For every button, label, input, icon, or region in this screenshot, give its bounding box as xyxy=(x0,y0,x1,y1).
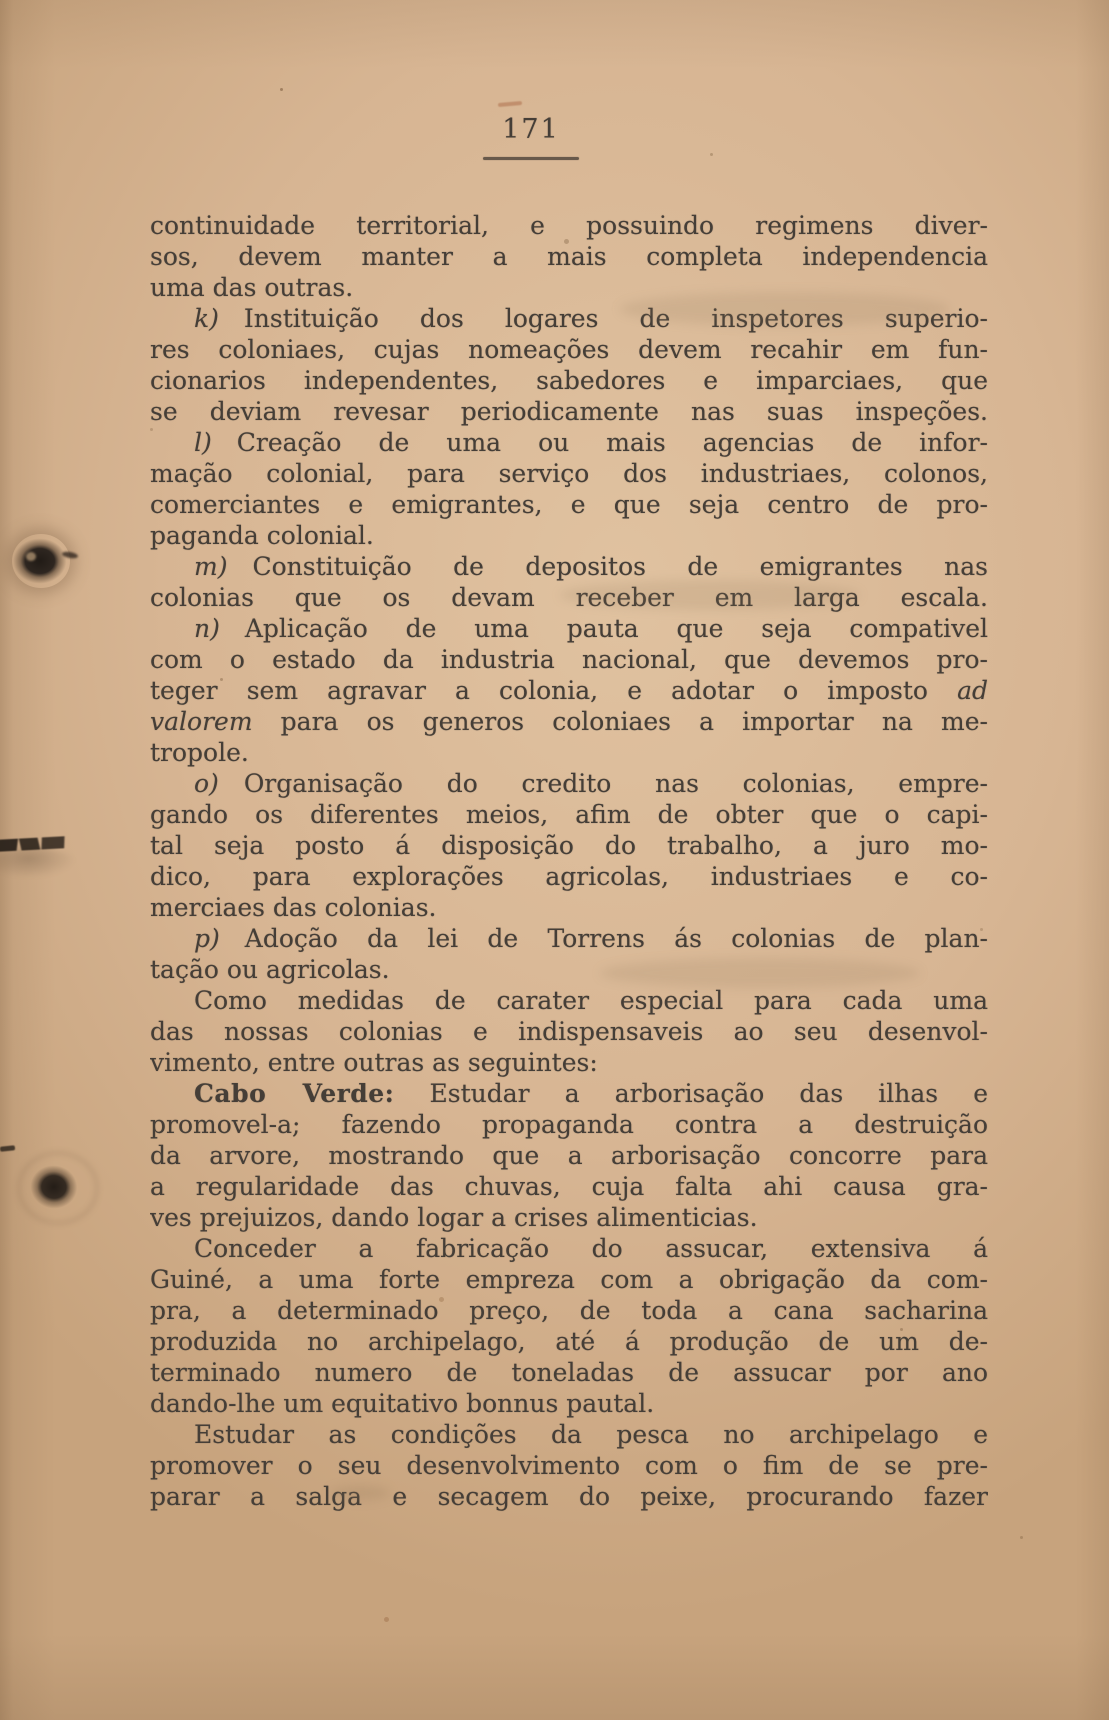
text-line xyxy=(150,1078,988,1109)
text-segment: a regularidade das chuvas, cuja falta ahi causa gra- xyxy=(150,1172,988,1201)
text-segment: comerciantes e emigrantes, e que seja centro de pro- xyxy=(150,490,988,519)
text-line xyxy=(150,1109,988,1140)
text-line xyxy=(150,1450,988,1481)
italic-text: k) xyxy=(194,304,219,333)
text-segment: paganda colonial. xyxy=(150,521,374,550)
text-segment: para os generos coloniaes a importar na me- xyxy=(252,707,988,736)
text-line xyxy=(150,1357,988,1388)
text-segment: promover o seu desenvolvimento com o fim de se pre- xyxy=(150,1451,988,1480)
text-segment: merciaes das colonias. xyxy=(150,893,437,922)
text-line xyxy=(150,1419,988,1450)
text-segment: uma das outras. xyxy=(150,273,354,302)
text-segment: ves prejuizos, dando logar a crises alimenticias. xyxy=(150,1203,758,1232)
text-line xyxy=(150,675,988,706)
ink-blot xyxy=(12,534,70,588)
paper-speckles xyxy=(280,88,283,91)
page-number: 171 xyxy=(502,114,560,145)
text-segment: res coloniaes, cujas nomeações devem recahir em fun- xyxy=(150,335,988,364)
text-line xyxy=(150,1202,988,1233)
text-line xyxy=(150,799,988,830)
text-segment: continuidade territorial, e possuindo regimens diver- xyxy=(150,211,988,240)
text-segment: Estudar as condições da pesca no archipelago e xyxy=(194,1420,988,1449)
bold-heading-text: Cabo Verde: xyxy=(194,1079,395,1108)
text-segment: Conceder a fabricação do assucar, extensiva á xyxy=(194,1234,988,1263)
italic-text: o) xyxy=(194,769,219,798)
red-ink-dash xyxy=(498,101,522,107)
text-segment: gando os diferentes meios, afim de obter que o capi- xyxy=(150,800,988,829)
text-segment: pra, a determinado preço, de toda a cana sacharina xyxy=(150,1296,988,1325)
text-line xyxy=(150,1171,988,1202)
text-segment: se deviam revesar periodicamente nas suas inspeções. xyxy=(150,397,988,426)
text-segment: Como medidas de carater especial para cada uma xyxy=(194,986,988,1015)
text-line xyxy=(150,582,988,613)
text-line xyxy=(150,241,988,272)
text-line xyxy=(150,1140,988,1171)
italic-text: ad xyxy=(957,676,988,705)
text-segment: produzida no archipelago, até á produção de um de- xyxy=(150,1327,988,1356)
text-line xyxy=(150,1047,988,1078)
text-line xyxy=(150,613,988,644)
text-line xyxy=(150,1295,988,1326)
text-line xyxy=(150,1233,988,1264)
text-line xyxy=(150,1326,988,1357)
text-segment: Organisação do credito nas colonias, empre- xyxy=(218,769,988,798)
text-block xyxy=(150,210,988,1512)
text-line xyxy=(150,303,988,334)
text-line xyxy=(150,489,988,520)
text-segment: mação colonial, para serviço dos industriaes, colonos, xyxy=(150,459,988,488)
text-segment: Aplicação de uma pauta que seja compativel xyxy=(219,614,988,643)
text-segment: da arvore, mostrando que a arborisação concorre para xyxy=(150,1141,988,1170)
text-segment: terminado numero de toneladas de assucar por ano xyxy=(150,1358,988,1387)
ink-blot-highlight xyxy=(26,552,36,561)
text-segment: dico, para explorações agricolas, industriaes e co- xyxy=(150,862,988,891)
italic-text: p) xyxy=(194,924,220,953)
ink-blot xyxy=(25,1159,83,1214)
text-line xyxy=(150,427,988,458)
text-line xyxy=(150,334,988,365)
text-line xyxy=(150,830,988,861)
italic-text: l) xyxy=(194,428,212,457)
page-number-rule xyxy=(483,157,579,160)
text-segment: cionarios independentes, sabedores e imparciaes, que xyxy=(150,366,988,395)
italic-text: m) xyxy=(194,552,228,581)
text-line xyxy=(150,644,988,675)
ink-dash xyxy=(0,1145,15,1152)
text-line xyxy=(150,923,988,954)
text-segment: promovel-a; fazendo propaganda contra a destruição xyxy=(150,1110,988,1139)
text-line xyxy=(150,396,988,427)
ink-scratch-smudge xyxy=(0,848,76,878)
italic-text: n) xyxy=(194,614,220,643)
text-segment: Instituição dos logares de inspetores superio- xyxy=(218,304,988,333)
text-line xyxy=(150,892,988,923)
text-line xyxy=(150,737,988,768)
text-line xyxy=(150,1016,988,1047)
text-segment: colonias que os devam receber em larga escala. xyxy=(150,583,988,612)
text-segment: parar a salga e secagem do peixe, procurando fazer xyxy=(150,1482,988,1511)
text-line xyxy=(150,1388,988,1419)
text-segment: Adoção da lei de Torrens ás colonias de plan- xyxy=(219,924,988,953)
text-line xyxy=(150,551,988,582)
text-segment: tal seja posto á disposição do trabalho, a juro mo- xyxy=(150,831,988,860)
text-line xyxy=(150,210,988,241)
text-segment: vimento, entre outras as seguintes: xyxy=(150,1048,598,1077)
text-segment: teger sem agravar a colonia, e adotar o imposto xyxy=(150,676,958,705)
text-line xyxy=(150,272,988,303)
text-line xyxy=(150,706,988,737)
text-line xyxy=(150,861,988,892)
text-line xyxy=(150,520,988,551)
text-segment: das nossas colonias e indispensaveis ao seu desenvol- xyxy=(150,1017,988,1046)
text-segment: dando-lhe um equitativo bonnus pautal. xyxy=(150,1389,655,1418)
text-segment: sos, devem manter a mais completa independencia xyxy=(150,242,988,271)
ink-blot-halo xyxy=(18,1152,98,1224)
text-segment: tropole. xyxy=(150,738,249,767)
text-segment: com o estado da industria nacional, que devemos pro- xyxy=(150,645,988,674)
italic-text: valorem xyxy=(150,707,253,736)
text-line xyxy=(150,1481,988,1512)
text-segment: Guiné, a uma forte empreza com a obrigação da com- xyxy=(150,1265,988,1294)
text-line xyxy=(150,458,988,489)
ink-scratch xyxy=(0,836,66,852)
ink-blot-spur xyxy=(62,551,79,560)
text-segment: Constituição de depositos de emigrantes nas xyxy=(227,552,988,581)
text-line xyxy=(150,954,988,985)
text-line xyxy=(150,768,988,799)
text-segment: Estudar a arborisação das ilhas e xyxy=(394,1079,988,1108)
text-line xyxy=(150,985,988,1016)
text-segment: Creação de uma ou mais agencias de infor- xyxy=(211,428,988,457)
text-line xyxy=(150,365,988,396)
text-segment: tação ou agricolas. xyxy=(150,955,390,984)
text-line xyxy=(150,1264,988,1295)
